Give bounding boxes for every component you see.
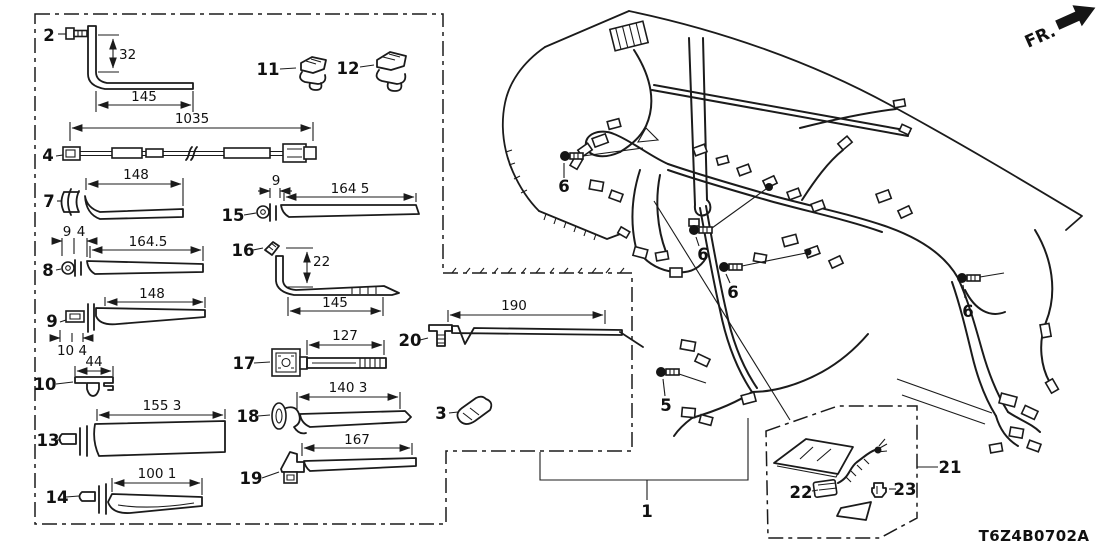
callout-1-group: [540, 418, 748, 521]
fr-label: FR.: [1021, 21, 1059, 53]
dim-15-offset: 9: [271, 173, 281, 189]
break-symbol: [186, 147, 197, 160]
callout-2[interactable]: 2: [43, 26, 55, 45]
callout-13[interactable]: 13: [36, 431, 60, 450]
bolt-icon: [957, 273, 967, 283]
dim-18-length: 140 3: [328, 380, 368, 396]
dim-13-length: 155 3: [142, 398, 182, 414]
dim-20-length: 190: [501, 298, 527, 314]
bolt-icon: [656, 367, 666, 377]
callout-19[interactable]: 19: [239, 469, 263, 488]
dim-9-offsets: 10 4: [56, 343, 88, 359]
part-9-clip-strap: [46, 286, 205, 359]
fr-arrow-icon: [1052, 0, 1100, 35]
push-clip-icon: [62, 262, 74, 274]
dim-19-length: 167: [344, 432, 370, 448]
bolt-icon: [719, 262, 729, 272]
callout-7[interactable]: 7: [43, 192, 55, 211]
part-8-clip-strap: [42, 224, 203, 280]
push-clip-icon: [257, 206, 269, 218]
callout-12[interactable]: 12: [336, 59, 360, 78]
dashboard-outline: [503, 11, 1082, 424]
callout-6[interactable]: 6: [697, 245, 709, 264]
dim-15-length: 164 5: [330, 181, 370, 197]
dim-4-length: 1035: [174, 111, 210, 127]
callout-11[interactable]: 11: [256, 60, 280, 79]
part-19-bracket-strap: [240, 432, 416, 488]
callout-8[interactable]: 8: [42, 261, 54, 280]
dim-16-drop: 22: [313, 254, 331, 270]
dim-16-length: 145: [322, 295, 348, 311]
dim-7-length: 148: [123, 167, 149, 183]
envelope-icon: [774, 439, 853, 477]
bolt-head-icon: [66, 28, 74, 39]
callout-6[interactable]: 6: [962, 302, 974, 321]
dim-2-height: 32: [119, 47, 137, 63]
part-15-clip-strap: [222, 173, 419, 225]
part-17-connector-strap: [233, 328, 386, 376]
push-clip-icon: [60, 434, 77, 444]
callout-6[interactable]: 6: [727, 283, 739, 302]
clip-icon: [872, 483, 886, 497]
dim-14-length: 100 1: [137, 466, 177, 482]
callout-20[interactable]: 20: [398, 331, 422, 350]
push-clip-icon: [80, 492, 96, 501]
part-11-clip: [257, 57, 326, 90]
label-card-icon: [837, 502, 871, 520]
callout-17[interactable]: 17: [232, 354, 256, 373]
part-4-cord: [42, 111, 316, 165]
callout-6[interactable]: 6: [558, 177, 570, 196]
connector-icon: [283, 144, 306, 162]
clip-icon: [457, 397, 491, 424]
part-23-clip: [872, 480, 916, 499]
callout-16[interactable]: 16: [231, 241, 255, 260]
callout-4[interactable]: 4: [42, 146, 54, 165]
part-18-grommet-strap: [237, 380, 411, 433]
callout-3[interactable]: 3: [435, 404, 447, 423]
callout-15[interactable]: 15: [221, 206, 245, 225]
callout-22[interactable]: 22: [789, 483, 813, 502]
callout-1[interactable]: 1: [641, 502, 653, 521]
part-2-bolt-bracket: [43, 26, 193, 112]
wire-harness: [570, 21, 1058, 453]
part-10-clip: [34, 354, 113, 396]
callout-9[interactable]: 9: [46, 312, 58, 331]
callout-21[interactable]: 21: [938, 458, 962, 477]
bolt-icon: [689, 225, 699, 235]
dim-2-length: 145: [131, 89, 157, 105]
dim-8-offset-a: 9: [62, 224, 72, 240]
push-clip-icon: [66, 311, 84, 322]
bracket-icon: [281, 452, 304, 472]
callout-14[interactable]: 14: [45, 488, 69, 507]
part-14-clip-strap: [46, 466, 202, 514]
callout-23[interactable]: 23: [893, 480, 917, 499]
grommet-icon: [62, 189, 80, 215]
dim-8-offset-b: 4: [76, 224, 86, 240]
part-3-clip: [435, 397, 491, 424]
dim-10-width: 44: [85, 354, 103, 370]
part-20-clip-strap: [399, 298, 643, 350]
callout-5-group: [656, 367, 706, 415]
bolt-icon: [560, 151, 570, 161]
part-7-grommet-strap: [43, 167, 183, 219]
dim-8-length: 164.5: [128, 234, 168, 250]
part-13-clip-flag: [37, 398, 225, 456]
dim-9-length: 148: [139, 286, 165, 302]
drawing-code: T6Z4B0702A: [978, 527, 1090, 545]
callout-5[interactable]: 5: [660, 396, 672, 415]
part-16-stud-bracket: [232, 241, 399, 316]
callout-18[interactable]: 18: [236, 407, 260, 426]
grommet-icon: [272, 403, 286, 429]
fr-direction: [1019, 0, 1101, 53]
part-12-clip: [337, 52, 406, 91]
hatch-ticks-cowl: [506, 150, 596, 240]
dim-17-length: 127: [332, 328, 358, 344]
callout-10[interactable]: 10: [33, 375, 57, 394]
